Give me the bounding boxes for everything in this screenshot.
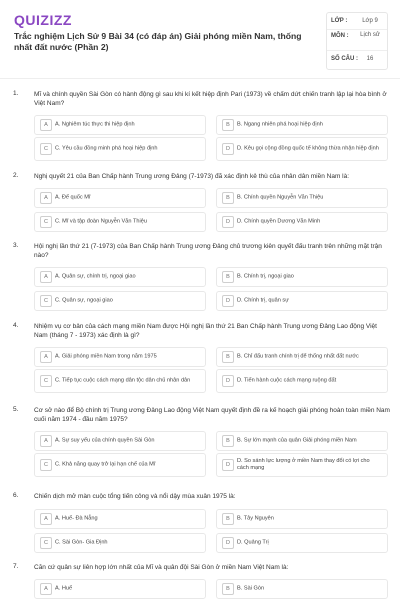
option-text: B. Chính quyền Nguyễn Văn Thiệu [237, 194, 324, 201]
option-a[interactable] [34, 347, 206, 367]
question-number: 6. [13, 492, 19, 499]
worksheet-title: Trắc nghiệm Lịch Sử 9 Bài 34 (có đáp án) Giải phóng miền Nam, thống nhất đất nước (Phần 2) [14, 31, 302, 52]
option-letter: D [222, 537, 234, 549]
option-letter: C [40, 537, 52, 549]
option-letter: C [40, 216, 52, 228]
option-c[interactable] [34, 369, 206, 393]
subject-label: MÔN : [331, 33, 349, 39]
option-text: C. Sài Gòn- Gia Định [55, 539, 108, 546]
option-text: C. Yêu cầu đồng minh phá hoại hiệp định [55, 145, 158, 152]
option-c[interactable] [34, 212, 206, 232]
option-d[interactable] [216, 291, 388, 311]
meta-box [326, 12, 388, 70]
option-text: A. Huế- Đà Nẵng [55, 515, 98, 522]
option-c[interactable] [34, 453, 206, 477]
option-a[interactable] [34, 188, 206, 208]
option-text: D. Chính trị, quân sự [237, 297, 289, 304]
question-text: Chiến dịch mở màn cuộc tổng tiến công và nổi dậy mùa xuân 1975 là: [34, 493, 236, 500]
option-letter: D [222, 143, 234, 155]
option-b[interactable] [216, 431, 388, 451]
option-letter: B [222, 435, 234, 447]
option-d[interactable] [216, 137, 388, 161]
question-number: 4. [13, 322, 19, 329]
class-row [331, 18, 347, 24]
option-b[interactable] [216, 509, 388, 529]
subject-value: Lịch sử [360, 32, 380, 38]
option-d[interactable] [216, 369, 388, 393]
option-b[interactable] [216, 267, 388, 287]
question-text: Căn cứ quân sự liên hợp lớn nhất của Mĩ và quân đội Sài Gòn ở miền Nam Việt Nam là: [34, 564, 289, 571]
option-c[interactable] [34, 533, 206, 553]
option-letter: B [222, 119, 234, 131]
option-text: D. Chính quyền Dương Văn Minh [237, 218, 321, 225]
count-label: SỐ CÂU : [331, 56, 358, 62]
option-text: B. Ngang nhiên phá hoại hiệp định [237, 121, 323, 128]
option-letter: A [40, 192, 52, 204]
option-letter: D [222, 459, 234, 471]
question-number: 7. [13, 563, 19, 570]
option-text: A. Sự suy yếu của chính quyền Sài Gòn [55, 437, 155, 444]
option-a[interactable] [34, 509, 206, 529]
option-letter: B [222, 192, 234, 204]
question-text: Nghị quyết 21 của Ban Chấp hành Trung ương Đảng (7-1973) đã xác định kẻ thù của nhân dân miền Nam là: [34, 173, 350, 180]
question-number: 2. [13, 172, 19, 179]
option-text: A. Quân sự, chính trị, ngoại giao [55, 273, 136, 280]
option-b[interactable] [216, 347, 388, 367]
option-text: B. Sài Gòn [237, 585, 265, 592]
option-text: D. Tiến hành cuộc cách mạng ruộng đất [237, 377, 337, 384]
option-letter: C [40, 375, 52, 387]
option-a[interactable] [34, 267, 206, 287]
option-letter: A [40, 583, 52, 595]
meta-divider [327, 50, 387, 51]
quizizz-logo: QUIZIZZ [14, 12, 72, 28]
option-text: D. Quảng Trị [237, 539, 269, 546]
question-text: Cơ sở nào để Bộ chính trị Trung ương Đảng Lao động Việt Nam quyết định đề ra kế hoạch giải phóng hoàn toàn miền Nam cuối năm 1974 - đầu năm 1975? [34, 407, 390, 423]
option-letter: B [222, 271, 234, 283]
option-text: B. Sự lớn mạnh của quân Giải phóng miền Nam [237, 437, 357, 444]
option-a[interactable] [34, 579, 206, 599]
option-text: A. Nghiêm túc thực thi hiệp định [55, 121, 135, 128]
option-text: D. So sánh lực lượng ở miền Nam thay đổi có lợi cho cách mạng [237, 458, 370, 471]
count-value: 16 [366, 56, 374, 62]
option-letter: C [40, 459, 52, 471]
option-b[interactable] [216, 188, 388, 208]
option-letter: A [40, 271, 52, 283]
option-d[interactable] [216, 533, 388, 553]
class-value: Lớp 9 [362, 18, 378, 24]
option-c[interactable] [34, 291, 206, 311]
option-letter: A [40, 351, 52, 363]
header-divider [0, 78, 400, 79]
question-text: Hội nghị lần thứ 21 (7-1973) của Ban Chấp hành Trung ương Đảng chủ trương kiên quyết đấu tranh trên những mặt trận nào? [34, 243, 382, 259]
option-letter: A [40, 513, 52, 525]
option-letter: C [40, 295, 52, 307]
option-letter: D [222, 216, 234, 228]
question-number: 5. [13, 406, 19, 413]
count-row [331, 56, 358, 62]
option-letter: A [40, 119, 52, 131]
meta-divider [327, 29, 387, 30]
option-d[interactable] [216, 453, 388, 477]
option-text: A. Đế quốc Mĩ [55, 194, 91, 201]
option-letter: D [222, 295, 234, 307]
option-d[interactable] [216, 212, 388, 232]
option-a[interactable] [34, 115, 206, 135]
worksheet-header [0, 0, 400, 74]
option-text: A. Huế [55, 585, 73, 592]
option-c[interactable] [34, 137, 206, 161]
option-text: B. Tây Nguyên [237, 515, 274, 522]
option-text: B. Chỉ đấu tranh chính trị để thống nhất đất nước [237, 353, 359, 360]
option-text: C. Quân sự, ngoại giao [55, 297, 113, 304]
option-text: C. Tiếp tục cuộc cách mạng dân tộc dân chủ nhân dân [55, 377, 191, 384]
question-number: 1. [13, 90, 19, 97]
option-letter: B [222, 583, 234, 595]
option-b[interactable] [216, 115, 388, 135]
subject-row [331, 33, 349, 39]
option-letter: A [40, 435, 52, 447]
question-text: Mĩ và chính quyền Sài Gòn có hành động gì sau khi kí kết hiệp định Pari (1973) về chấm dứt chiến tranh lập lại hòa bình ở Việt Nam? [34, 91, 387, 107]
option-text: C. Khả năng quay trở lại hạn chế của Mĩ [55, 461, 156, 468]
option-b[interactable] [216, 579, 388, 599]
option-text: A. Giải phóng miền Nam trong năm 1975 [55, 353, 157, 360]
option-letter: C [40, 143, 52, 155]
option-text: B. Chính trị, ngoại giao [237, 273, 294, 280]
option-text: C. Mĩ và tập đoàn Nguyễn Văn Thiệu [55, 218, 147, 225]
question-text: Nhiệm vụ cơ bản của cách mạng miền Nam được Hội nghị lần thứ 21 Ban Chấp hành Trung ương Đảng Lao động Việt Nam (tháng 7 - 1973) xác định là gì? [34, 323, 377, 339]
question-number: 3. [13, 242, 19, 249]
option-a[interactable] [34, 431, 206, 451]
class-label: LỚP : [331, 18, 348, 24]
option-letter: B [222, 351, 234, 363]
option-text: D. Kêu gọi cộng đồng quốc tế không thừa nhận hiệp định [237, 145, 379, 152]
option-letter: D [222, 375, 234, 387]
option-letter: B [222, 513, 234, 525]
